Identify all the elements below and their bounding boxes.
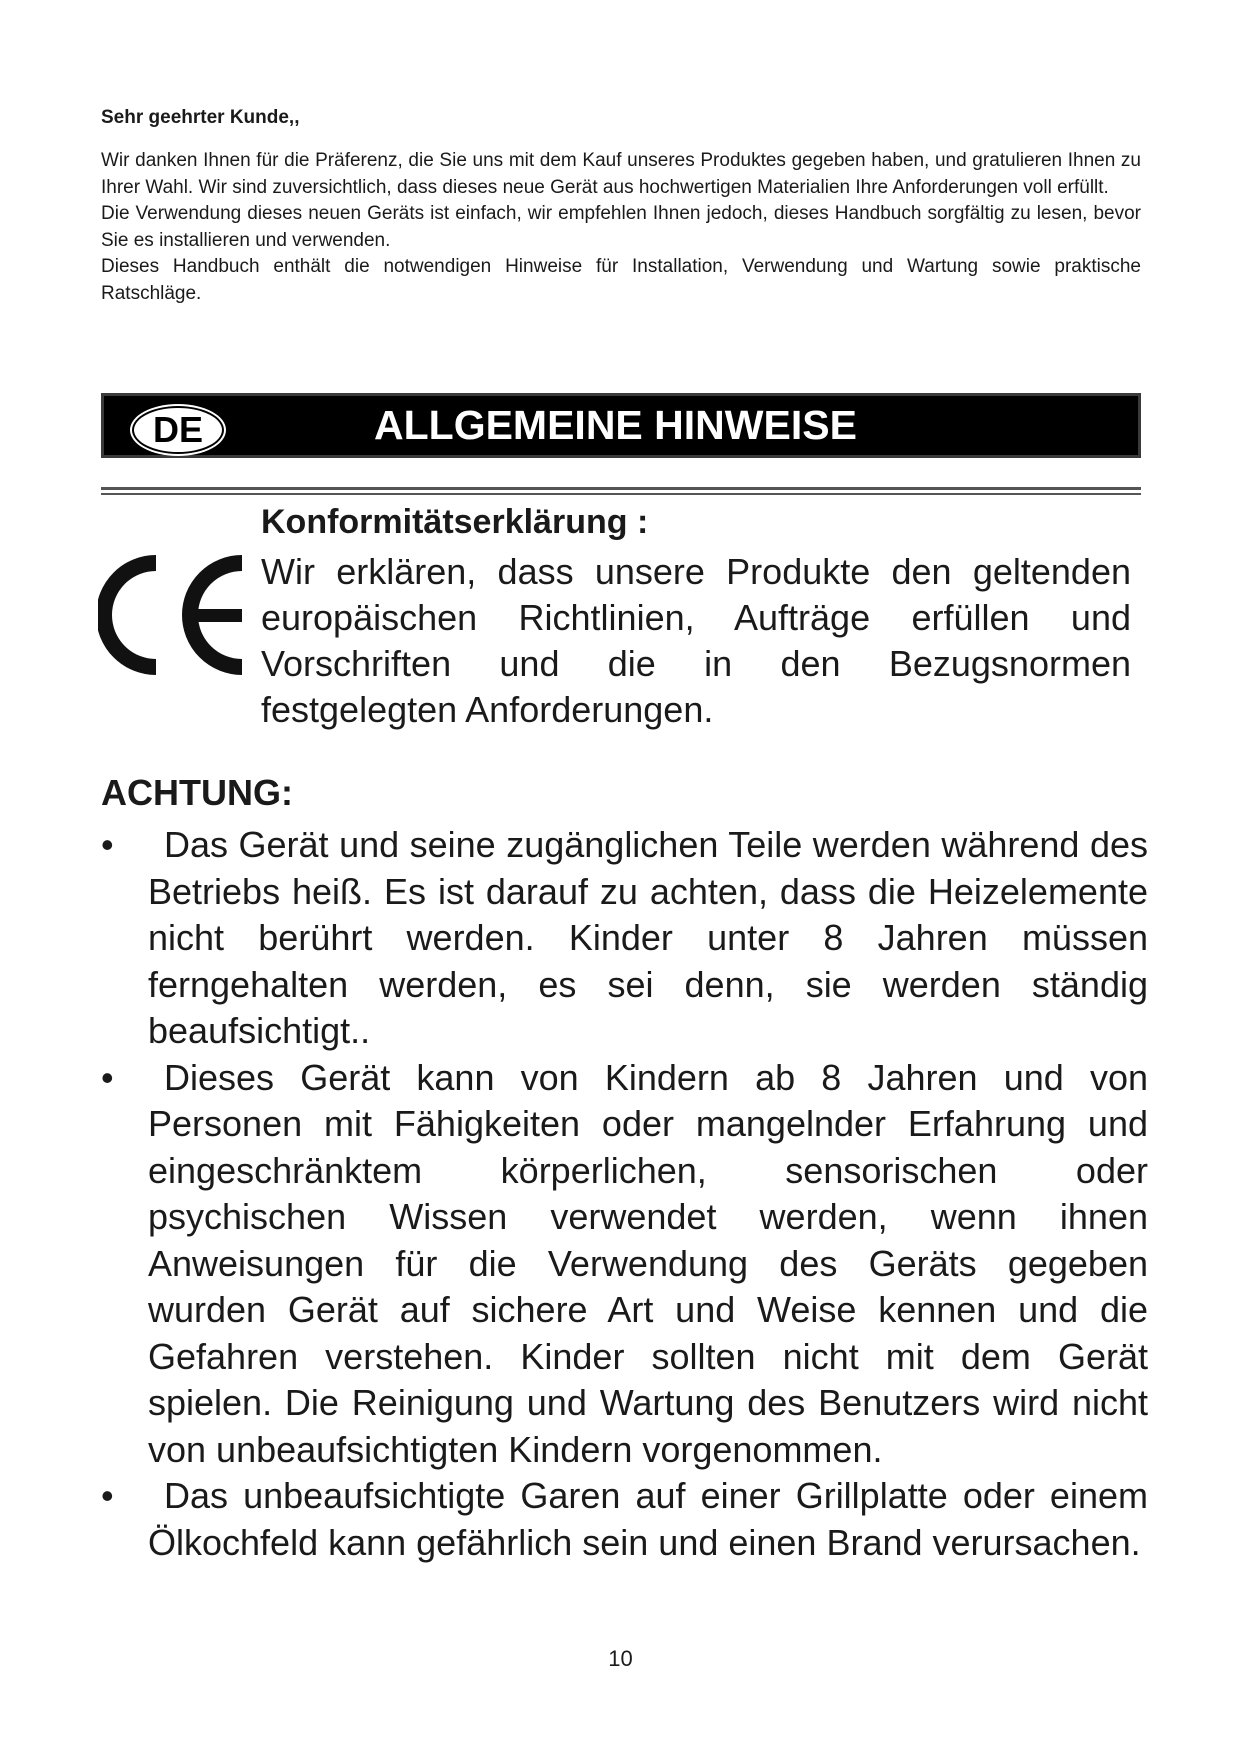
list-item — [101, 822, 1156, 1055]
conformity-heading: Konformitätserklärung : — [261, 503, 649, 541]
page-number: 10 — [608, 1646, 633, 1671]
divider — [101, 487, 1141, 490]
section-banner — [101, 393, 1141, 458]
intro-text — [101, 148, 1141, 307]
list-item — [101, 1473, 1156, 1566]
divider — [101, 493, 1141, 495]
list-item — [101, 1055, 1156, 1474]
bullet-icon: • — [101, 824, 114, 865]
intro-paragraph: Dieses Handbuch enthält die notwendigen Hinweise für Installation, Verwendung und Wartung sowie praktische Ratschläge. — [101, 256, 1141, 304]
section-title: ALLGEMEINE HINWEISE — [374, 402, 857, 448]
intro-paragraph: Wir danken Ihnen für die Präferenz, die Sie uns mit dem Kauf unseres Produktes gegeben haben, und gratulieren Ihnen zu Ihrer Wahl. Wir sind zuversichtlich, dass dieses neue Gerät aus hochwertigen Materialien Ihre Anforderungen voll erfüllt. — [101, 150, 1141, 198]
warning-text: Dieses Gerät kann von Kindern ab 8 Jahren und von Personen mit Fähigkeiten oder mangelnder Erfahrung und eingeschränktem körperlichen, sensorischen oder psychischen Wissen verwendet werden, wenn ihnen Anweisungen für die Verwendung des Geräts gegeben wurden Gerät auf sichere Art und Weise kennen und die Gefahren verstehen. Kinder sollten nicht mit dem Gerät spielen. Die Reinigung und Wartung des Benutzers wird nicht von unbeaufsichtigten Kindern vorgenommen. — [148, 1056, 1148, 1470]
greeting: Sehr geehrter Kunde,, — [101, 107, 300, 128]
warning-heading: ACHTUNG: — [101, 772, 293, 813]
language-badge: DE — [134, 408, 222, 452]
warning-text: Das Gerät und seine zugänglichen Teile werden während des Betriebs heiß. Es ist darauf zu achten, dass die Heizelemente nicht berührt werden. Kinder unter 8 Jahren müssen ferngehalten werden, es sei denn, sie werden ständig beaufsichtigt.. — [148, 824, 1148, 1051]
conformity-text: Wir erklären, dass unsere Produkte den geltenden europäischen Richtlinien, Aufträge erfüllen und Vorschriften und die in den Bezugsnormen festgelegten Anforderungen. — [261, 551, 1131, 730]
warning-text: Das unbeaufsichtigte Garen auf einer Grillplatte oder einem Ölkochfeld kann gefährlich sein und einen Brand verursachen. — [148, 1475, 1148, 1563]
intro-paragraph: Die Verwendung dieses neuen Geräts ist einfach, wir empfehlen Ihnen jedoch, dieses Handbuch sorgfältig zu lesen, bevor Sie es installieren und verwenden. — [101, 203, 1141, 251]
bullet-icon: • — [101, 1475, 114, 1516]
ce-mark-icon — [98, 555, 248, 675]
warning-list — [101, 822, 1156, 1566]
bullet-icon: • — [101, 1056, 114, 1098]
